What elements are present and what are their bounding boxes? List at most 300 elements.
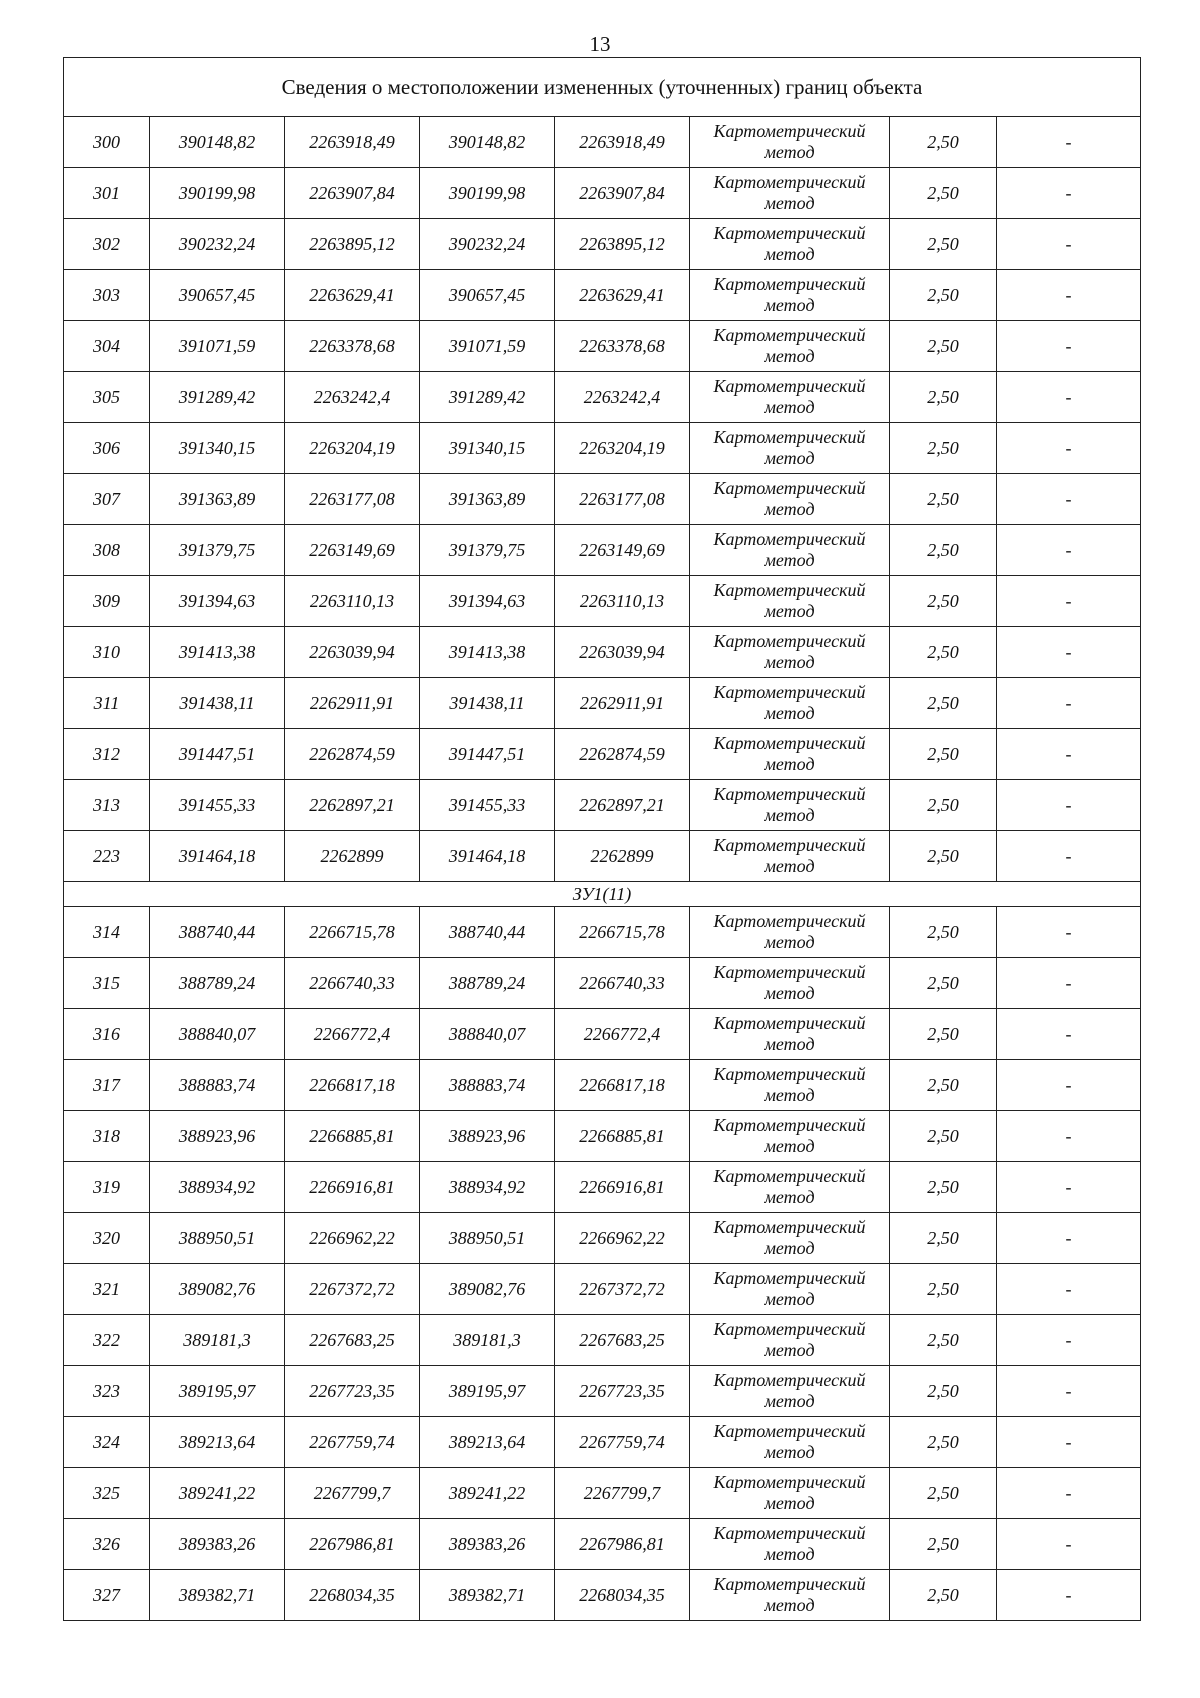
- y-refined-cell: 2266772,4: [555, 1009, 690, 1060]
- y-refined-cell: 2262874,59: [555, 729, 690, 780]
- y-refined-cell: 2262897,21: [555, 780, 690, 831]
- y-refined-cell: 2267372,72: [555, 1264, 690, 1315]
- method-line-1: Картометрический: [713, 1013, 866, 1033]
- y-existing-cell: 2267799,7: [285, 1468, 420, 1519]
- y-existing-cell: 2263242,4: [285, 372, 420, 423]
- accuracy-cell: 2,50: [890, 1111, 997, 1162]
- note-cell: -: [997, 117, 1141, 168]
- y-refined-cell: 2263242,4: [555, 372, 690, 423]
- method-line-2: метод: [764, 1238, 815, 1258]
- x-refined-cell: 391340,15: [420, 423, 555, 474]
- method-line-1: Картометрический: [713, 274, 866, 294]
- point-number-cell: 307: [64, 474, 150, 525]
- y-refined-cell: 2268034,35: [555, 1570, 690, 1621]
- table-header-row: [64, 58, 1141, 117]
- accuracy-cell: 2,50: [890, 321, 997, 372]
- method-line-2: метод: [764, 1442, 815, 1462]
- table-row: [64, 1009, 1141, 1060]
- table-row: [64, 168, 1141, 219]
- method-cell: [690, 958, 890, 1009]
- method-cell: [690, 1315, 890, 1366]
- x-refined-cell: 390199,98: [420, 168, 555, 219]
- note-cell: -: [997, 1162, 1141, 1213]
- note-cell: -: [997, 423, 1141, 474]
- note-cell: -: [997, 907, 1141, 958]
- y-refined-cell: 2263039,94: [555, 627, 690, 678]
- x-existing-cell: 390199,98: [150, 168, 285, 219]
- x-refined-cell: 390148,82: [420, 117, 555, 168]
- table-row: [64, 678, 1141, 729]
- y-existing-cell: 2267723,35: [285, 1366, 420, 1417]
- table-row: [64, 1519, 1141, 1570]
- x-existing-cell: 391289,42: [150, 372, 285, 423]
- x-refined-cell: 388950,51: [420, 1213, 555, 1264]
- table-title: Сведения о местоположении измененных (уточненных) границ объекта: [64, 58, 1141, 117]
- method-cell: [690, 219, 890, 270]
- method-line-2: метод: [764, 1391, 815, 1411]
- x-existing-cell: 388950,51: [150, 1213, 285, 1264]
- note-cell: -: [997, 1111, 1141, 1162]
- x-existing-cell: 388923,96: [150, 1111, 285, 1162]
- x-refined-cell: 391394,63: [420, 576, 555, 627]
- method-cell: [690, 168, 890, 219]
- method-line-2: метод: [764, 499, 815, 519]
- point-number-cell: 323: [64, 1366, 150, 1417]
- x-existing-cell: 391379,75: [150, 525, 285, 576]
- note-cell: -: [997, 1264, 1141, 1315]
- method-cell: [690, 117, 890, 168]
- table-row: [64, 474, 1141, 525]
- y-existing-cell: 2263149,69: [285, 525, 420, 576]
- note-cell: -: [997, 1519, 1141, 1570]
- x-refined-cell: 388934,92: [420, 1162, 555, 1213]
- note-cell: -: [997, 1468, 1141, 1519]
- method-cell: [690, 1213, 890, 1264]
- section-label: ЗУ1(11): [64, 882, 1141, 907]
- method-line-1: Картометрический: [713, 325, 866, 345]
- point-number-cell: 301: [64, 168, 150, 219]
- method-line-1: Картометрический: [713, 1574, 866, 1594]
- y-refined-cell: 2262911,91: [555, 678, 690, 729]
- accuracy-cell: 2,50: [890, 219, 997, 270]
- point-number-cell: 304: [64, 321, 150, 372]
- table-row: [64, 525, 1141, 576]
- note-cell: -: [997, 1213, 1141, 1264]
- y-existing-cell: 2266740,33: [285, 958, 420, 1009]
- table-row: [64, 1468, 1141, 1519]
- method-line-1: Картометрический: [713, 121, 866, 141]
- point-number-cell: 223: [64, 831, 150, 882]
- table-row: [64, 1060, 1141, 1111]
- x-existing-cell: 389241,22: [150, 1468, 285, 1519]
- method-line-2: метод: [764, 1289, 815, 1309]
- x-refined-cell: 391363,89: [420, 474, 555, 525]
- y-existing-cell: 2266817,18: [285, 1060, 420, 1111]
- y-existing-cell: 2262911,91: [285, 678, 420, 729]
- method-line-2: метод: [764, 1136, 815, 1156]
- note-cell: -: [997, 831, 1141, 882]
- x-existing-cell: 390148,82: [150, 117, 285, 168]
- y-existing-cell: 2266962,22: [285, 1213, 420, 1264]
- accuracy-cell: 2,50: [890, 1264, 997, 1315]
- y-existing-cell: 2263907,84: [285, 168, 420, 219]
- table-row: [64, 117, 1141, 168]
- method-line-2: метод: [764, 1544, 815, 1564]
- y-refined-cell: 2263907,84: [555, 168, 690, 219]
- x-refined-cell: 389082,76: [420, 1264, 555, 1315]
- x-refined-cell: 390657,45: [420, 270, 555, 321]
- y-refined-cell: 2266740,33: [555, 958, 690, 1009]
- method-cell: [690, 831, 890, 882]
- method-cell: [690, 780, 890, 831]
- method-line-2: метод: [764, 754, 815, 774]
- method-line-1: Картометрический: [713, 427, 866, 447]
- note-cell: -: [997, 372, 1141, 423]
- y-existing-cell: 2263629,41: [285, 270, 420, 321]
- method-line-2: метод: [764, 1187, 815, 1207]
- point-number-cell: 316: [64, 1009, 150, 1060]
- method-line-2: метод: [764, 856, 815, 876]
- note-cell: -: [997, 627, 1141, 678]
- method-line-1: Картометрический: [713, 529, 866, 549]
- method-line-2: метод: [764, 652, 815, 672]
- point-number-cell: 306: [64, 423, 150, 474]
- y-existing-cell: 2267986,81: [285, 1519, 420, 1570]
- point-number-cell: 318: [64, 1111, 150, 1162]
- table-row: [64, 1111, 1141, 1162]
- method-line-1: Картометрический: [713, 478, 866, 498]
- accuracy-cell: 2,50: [890, 1570, 997, 1621]
- y-existing-cell: 2267759,74: [285, 1417, 420, 1468]
- point-number-cell: 309: [64, 576, 150, 627]
- x-refined-cell: 388789,24: [420, 958, 555, 1009]
- method-line-2: метод: [764, 983, 815, 1003]
- method-line-2: метод: [764, 1034, 815, 1054]
- method-cell: [690, 729, 890, 780]
- y-refined-cell: 2266885,81: [555, 1111, 690, 1162]
- note-cell: -: [997, 1417, 1141, 1468]
- accuracy-cell: 2,50: [890, 678, 997, 729]
- method-line-1: Картометрический: [713, 1064, 866, 1084]
- coordinates-table: [63, 57, 1141, 1621]
- table-row: [64, 1162, 1141, 1213]
- accuracy-cell: 2,50: [890, 1366, 997, 1417]
- method-cell: [690, 1366, 890, 1417]
- x-existing-cell: 391071,59: [150, 321, 285, 372]
- method-cell: [690, 372, 890, 423]
- method-line-1: Картометрический: [713, 1370, 866, 1390]
- method-line-1: Картометрический: [713, 1115, 866, 1135]
- method-cell: [690, 1519, 890, 1570]
- y-existing-cell: 2267683,25: [285, 1315, 420, 1366]
- method-line-2: метод: [764, 1493, 815, 1513]
- x-refined-cell: 390232,24: [420, 219, 555, 270]
- method-line-1: Картометрический: [713, 682, 866, 702]
- x-existing-cell: 391394,63: [150, 576, 285, 627]
- point-number-cell: 300: [64, 117, 150, 168]
- x-refined-cell: 389382,71: [420, 1570, 555, 1621]
- method-line-2: метод: [764, 244, 815, 264]
- x-refined-cell: 388840,07: [420, 1009, 555, 1060]
- method-line-2: метод: [764, 932, 815, 952]
- y-refined-cell: 2263895,12: [555, 219, 690, 270]
- method-line-2: метод: [764, 1340, 815, 1360]
- method-line-2: метод: [764, 193, 815, 213]
- x-existing-cell: 391413,38: [150, 627, 285, 678]
- method-line-2: метод: [764, 295, 815, 315]
- method-line-2: метод: [764, 1595, 815, 1615]
- y-refined-cell: 2263918,49: [555, 117, 690, 168]
- table-row: [64, 1264, 1141, 1315]
- point-number-cell: 325: [64, 1468, 150, 1519]
- y-existing-cell: 2263378,68: [285, 321, 420, 372]
- accuracy-cell: 2,50: [890, 372, 997, 423]
- method-cell: [690, 321, 890, 372]
- method-line-2: метод: [764, 1085, 815, 1105]
- x-existing-cell: 388840,07: [150, 1009, 285, 1060]
- point-number-cell: 305: [64, 372, 150, 423]
- y-refined-cell: 2267759,74: [555, 1417, 690, 1468]
- method-line-2: метод: [764, 805, 815, 825]
- method-line-1: Картометрический: [713, 835, 866, 855]
- y-existing-cell: 2263204,19: [285, 423, 420, 474]
- note-cell: -: [997, 474, 1141, 525]
- point-number-cell: 302: [64, 219, 150, 270]
- method-cell: [690, 1009, 890, 1060]
- table-row: [64, 831, 1141, 882]
- y-existing-cell: 2262874,59: [285, 729, 420, 780]
- method-line-2: метод: [764, 550, 815, 570]
- method-cell: [690, 1468, 890, 1519]
- accuracy-cell: 2,50: [890, 627, 997, 678]
- point-number-cell: 313: [64, 780, 150, 831]
- y-refined-cell: 2267986,81: [555, 1519, 690, 1570]
- x-existing-cell: 390657,45: [150, 270, 285, 321]
- x-refined-cell: 389181,3: [420, 1315, 555, 1366]
- method-line-2: метод: [764, 397, 815, 417]
- x-existing-cell: 390232,24: [150, 219, 285, 270]
- method-cell: [690, 423, 890, 474]
- table-row: [64, 1570, 1141, 1621]
- y-refined-cell: 2267683,25: [555, 1315, 690, 1366]
- accuracy-cell: 2,50: [890, 729, 997, 780]
- note-cell: -: [997, 1009, 1141, 1060]
- x-refined-cell: 391379,75: [420, 525, 555, 576]
- method-cell: [690, 474, 890, 525]
- x-existing-cell: 391464,18: [150, 831, 285, 882]
- y-refined-cell: 2263204,19: [555, 423, 690, 474]
- x-refined-cell: 391289,42: [420, 372, 555, 423]
- table-row: [64, 1315, 1141, 1366]
- x-refined-cell: 391455,33: [420, 780, 555, 831]
- point-number-cell: 308: [64, 525, 150, 576]
- method-cell: [690, 1162, 890, 1213]
- accuracy-cell: 2,50: [890, 117, 997, 168]
- point-number-cell: 326: [64, 1519, 150, 1570]
- table-row: [64, 219, 1141, 270]
- accuracy-cell: 2,50: [890, 958, 997, 1009]
- y-refined-cell: 2267723,35: [555, 1366, 690, 1417]
- note-cell: -: [997, 1315, 1141, 1366]
- y-refined-cell: 2262899: [555, 831, 690, 882]
- y-refined-cell: 2263378,68: [555, 321, 690, 372]
- x-existing-cell: 391363,89: [150, 474, 285, 525]
- method-line-1: Картометрический: [713, 580, 866, 600]
- note-cell: -: [997, 525, 1141, 576]
- point-number-cell: 310: [64, 627, 150, 678]
- accuracy-cell: 2,50: [890, 907, 997, 958]
- y-existing-cell: 2263039,94: [285, 627, 420, 678]
- method-line-1: Картометрический: [713, 1523, 866, 1543]
- x-existing-cell: 391447,51: [150, 729, 285, 780]
- x-refined-cell: 388923,96: [420, 1111, 555, 1162]
- method-cell: [690, 1060, 890, 1111]
- method-line-1: Картометрический: [713, 1472, 866, 1492]
- y-existing-cell: 2263110,13: [285, 576, 420, 627]
- method-cell: [690, 525, 890, 576]
- method-cell: [690, 907, 890, 958]
- table-row: [64, 958, 1141, 1009]
- method-line-2: метод: [764, 448, 815, 468]
- y-existing-cell: 2268034,35: [285, 1570, 420, 1621]
- note-cell: -: [997, 1366, 1141, 1417]
- table-row: [64, 1366, 1141, 1417]
- method-line-1: Картометрический: [713, 376, 866, 396]
- method-line-1: Картометрический: [713, 784, 866, 804]
- x-existing-cell: 388883,74: [150, 1060, 285, 1111]
- point-number-cell: 317: [64, 1060, 150, 1111]
- method-line-2: метод: [764, 601, 815, 621]
- x-existing-cell: 388789,24: [150, 958, 285, 1009]
- x-refined-cell: 391447,51: [420, 729, 555, 780]
- y-refined-cell: 2263629,41: [555, 270, 690, 321]
- accuracy-cell: 2,50: [890, 576, 997, 627]
- y-existing-cell: 2262897,21: [285, 780, 420, 831]
- accuracy-cell: 2,50: [890, 1417, 997, 1468]
- method-line-2: метод: [764, 142, 815, 162]
- method-cell: [690, 678, 890, 729]
- method-line-1: Картометрический: [713, 1319, 866, 1339]
- accuracy-cell: 2,50: [890, 1213, 997, 1264]
- method-cell: [690, 270, 890, 321]
- page-number: 13: [589, 32, 611, 56]
- note-cell: -: [997, 168, 1141, 219]
- x-refined-cell: 391438,11: [420, 678, 555, 729]
- y-refined-cell: 2267799,7: [555, 1468, 690, 1519]
- y-existing-cell: 2262899: [285, 831, 420, 882]
- method-line-1: Картометрический: [713, 1268, 866, 1288]
- accuracy-cell: 2,50: [890, 831, 997, 882]
- x-refined-cell: 391071,59: [420, 321, 555, 372]
- note-cell: -: [997, 1570, 1141, 1621]
- point-number-cell: 322: [64, 1315, 150, 1366]
- method-line-1: Картометрический: [713, 172, 866, 192]
- note-cell: -: [997, 678, 1141, 729]
- y-refined-cell: 2266715,78: [555, 907, 690, 958]
- method-line-1: Картометрический: [713, 733, 866, 753]
- table-row: [64, 321, 1141, 372]
- accuracy-cell: 2,50: [890, 1009, 997, 1060]
- method-cell: [690, 1570, 890, 1621]
- point-number-cell: 315: [64, 958, 150, 1009]
- accuracy-cell: 2,50: [890, 1468, 997, 1519]
- table-row: [64, 627, 1141, 678]
- x-refined-cell: 391413,38: [420, 627, 555, 678]
- y-refined-cell: 2266916,81: [555, 1162, 690, 1213]
- method-cell: [690, 1111, 890, 1162]
- x-existing-cell: 389213,64: [150, 1417, 285, 1468]
- accuracy-cell: 2,50: [890, 168, 997, 219]
- x-existing-cell: 388740,44: [150, 907, 285, 958]
- y-existing-cell: 2266772,4: [285, 1009, 420, 1060]
- x-existing-cell: 391438,11: [150, 678, 285, 729]
- accuracy-cell: 2,50: [890, 1315, 997, 1366]
- x-existing-cell: 391340,15: [150, 423, 285, 474]
- method-line-2: метод: [764, 346, 815, 366]
- accuracy-cell: 2,50: [890, 1162, 997, 1213]
- y-refined-cell: 2266962,22: [555, 1213, 690, 1264]
- method-line-2: метод: [764, 703, 815, 723]
- x-existing-cell: 389382,71: [150, 1570, 285, 1621]
- x-existing-cell: 388934,92: [150, 1162, 285, 1213]
- y-existing-cell: 2266715,78: [285, 907, 420, 958]
- x-refined-cell: 389195,97: [420, 1366, 555, 1417]
- method-cell: [690, 1264, 890, 1315]
- method-cell: [690, 576, 890, 627]
- y-existing-cell: 2263895,12: [285, 219, 420, 270]
- table-row: [64, 907, 1141, 958]
- x-existing-cell: 389195,97: [150, 1366, 285, 1417]
- accuracy-cell: 2,50: [890, 780, 997, 831]
- point-number-cell: 312: [64, 729, 150, 780]
- note-cell: -: [997, 219, 1141, 270]
- note-cell: -: [997, 958, 1141, 1009]
- y-existing-cell: 2267372,72: [285, 1264, 420, 1315]
- y-refined-cell: 2263149,69: [555, 525, 690, 576]
- accuracy-cell: 2,50: [890, 525, 997, 576]
- x-existing-cell: 389383,26: [150, 1519, 285, 1570]
- point-number-cell: 327: [64, 1570, 150, 1621]
- table-row: [64, 270, 1141, 321]
- note-cell: -: [997, 576, 1141, 627]
- point-number-cell: 314: [64, 907, 150, 958]
- x-existing-cell: 391455,33: [150, 780, 285, 831]
- point-number-cell: 324: [64, 1417, 150, 1468]
- x-existing-cell: 389181,3: [150, 1315, 285, 1366]
- method-cell: [690, 1417, 890, 1468]
- y-refined-cell: 2263110,13: [555, 576, 690, 627]
- table-row: [64, 729, 1141, 780]
- table-body: [64, 58, 1141, 1621]
- accuracy-cell: 2,50: [890, 474, 997, 525]
- table-row: [64, 372, 1141, 423]
- note-cell: -: [997, 1060, 1141, 1111]
- note-cell: -: [997, 270, 1141, 321]
- x-refined-cell: 389383,26: [420, 1519, 555, 1570]
- table-row: [64, 1213, 1141, 1264]
- accuracy-cell: 2,50: [890, 1519, 997, 1570]
- y-existing-cell: 2263177,08: [285, 474, 420, 525]
- point-number-cell: 303: [64, 270, 150, 321]
- section-row: [64, 882, 1141, 907]
- method-line-1: Картометрический: [713, 962, 866, 982]
- y-existing-cell: 2266885,81: [285, 1111, 420, 1162]
- x-refined-cell: 389213,64: [420, 1417, 555, 1468]
- note-cell: -: [997, 780, 1141, 831]
- accuracy-cell: 2,50: [890, 1060, 997, 1111]
- method-line-1: Картометрический: [713, 911, 866, 931]
- table-row: [64, 576, 1141, 627]
